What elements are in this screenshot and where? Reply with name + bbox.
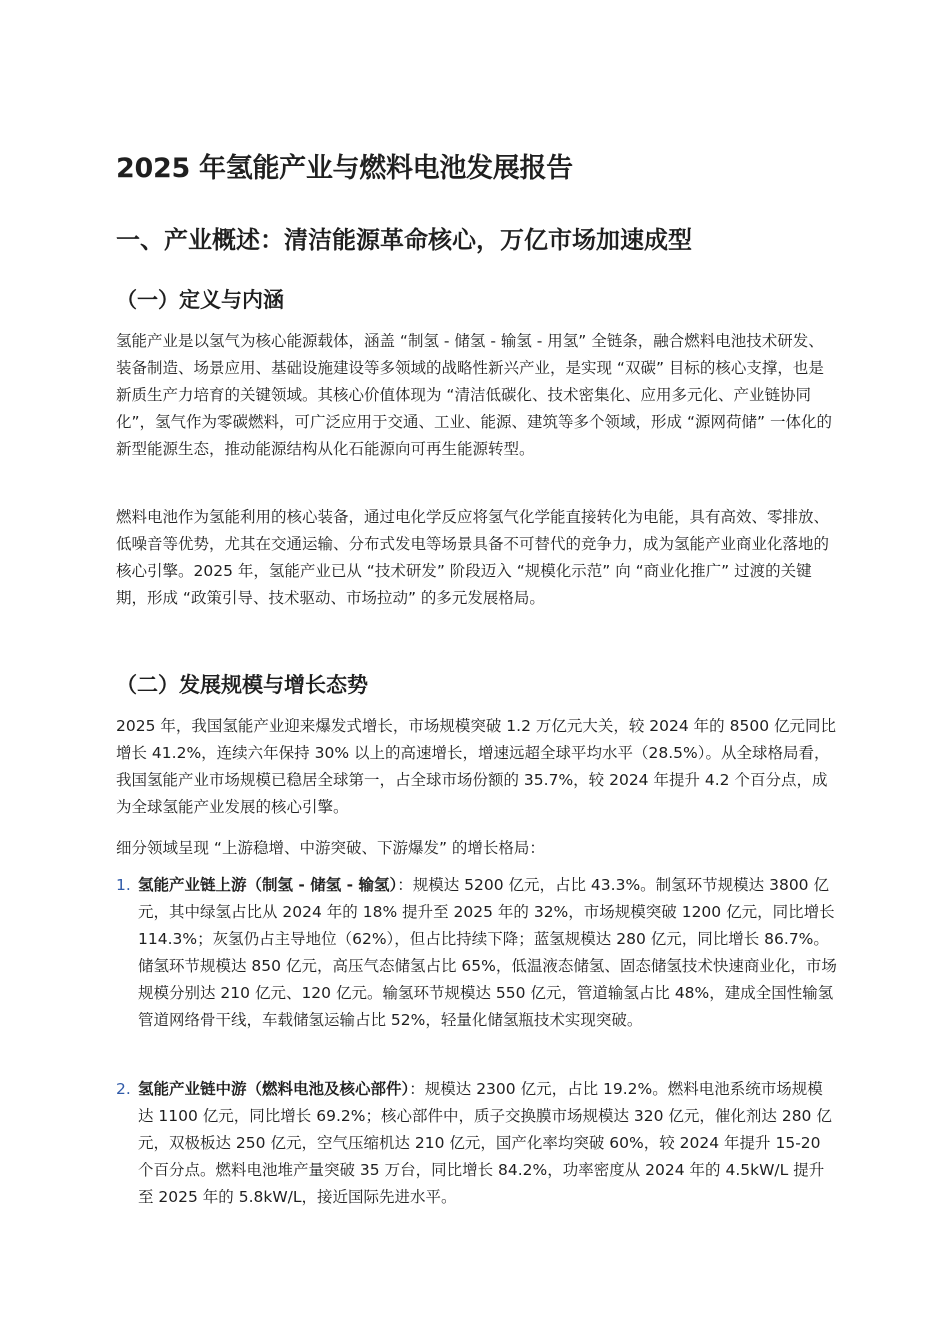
list-item bbox=[116, 872, 838, 1034]
paragraph-scale-2: 细分领域呈现 “上游稳增、中游突破、下游爆发” 的增长格局： bbox=[116, 839, 545, 857]
list-item-text: ：规模达 5200 亿元，占比 43.3%。制氢环节规模达 3800 亿元，其中绿氢占比从 2024 年的 18% 提升至 2025 年的 32%，市场规模突破 1200 亿元，同比增长 114.3%；灰氢仍占主导地位（62%），但占比持续下降；蓝氢规模达 280 亿元，同比增长 86.7%。储氢环节规模达 850 亿元，高压气态储氢占比 65%，低温液态储氢、固态储氢技术快速商业化，市场规模分别达 210 亿元、120 亿元。输氢环节规模达 550 亿元，管道输氢占比 48%，建成全国性输氢管道网络骨干线，车载储氢运输占比 52%，轻量化储氢瓶技术实现突破。 bbox=[138, 876, 837, 1029]
list-item-content bbox=[138, 1076, 838, 1211]
list-item-text: ：规模达 2300 亿元，占比 19.2%。燃料电池系统市场规模达 1100 亿元，同比增长 69.2%；核心部件中，质子交换膜市场规模达 320 亿元，催化剂达 280 亿元，双极板达 250 亿元，空气压缩机达 210 亿元，国产化率均突破 60%，较 2024 年提升 15-20 个百分点。燃料电池堆产量突破 35 万台，同比增长 84.2%，功率密度从 2024 年的 4.5kW/L 提升至 2025 年的 5.8kW/L，接近国际先进水平。 bbox=[138, 1080, 832, 1206]
list-item-number: 1. bbox=[116, 876, 131, 894]
section-heading: 一、产业概述：清洁能源革命核心，万亿市场加速成型 bbox=[116, 226, 692, 254]
document-title: 2025 年氢能产业与燃料电池发展报告 bbox=[116, 153, 573, 184]
list-item-number: 2. bbox=[116, 1080, 131, 1098]
subsection-heading-definition: （一）定义与内涵 bbox=[116, 288, 284, 312]
list-item-bold-title: 氢能产业链上游（制氢 - 储氢 - 输氢） bbox=[138, 876, 398, 894]
paragraph-definition-1: 氢能产业是以氢气为核心能源载体，涵盖 “制氢 - 储氢 - 输氢 - 用氢” 全链条，融合燃料电池技术研发、装备制造、场景应用、基础设施建设等多领域的战略性新兴产业，是实现 “双碳” 目标的核心支撑，也是新质生产力培育的关键领域。其核心价值体现为 “清洁低碳化、技术密集化、应用多元化、产业链协同化”，氢气作为零碳燃料，可广泛应用于交通、工业、能源、建筑等多个领域，形成 “源网荷储” 一体化的新型能源生态，推动能源结构从化石能源向可再生能源转型。 bbox=[116, 332, 832, 458]
list-item-bold-title: 氢能产业链中游（燃料电池及核心部件） bbox=[138, 1080, 410, 1098]
list-item bbox=[116, 1076, 838, 1211]
list-item-content bbox=[138, 872, 838, 1034]
paragraph-definition-2: 燃料电池作为氢能利用的核心装备，通过电化学反应将氢气化学能直接转化为电能，具有高效、零排放、低噪音等优势，尤其在交通运输、分布式发电等场景具备不可替代的竞争力，成为氢能产业商业化落地的核心引擎。2025 年，氢能产业已从 “技术研发” 阶段迈入 “规模化示范” 向 “商业化推广” 过渡的关键期，形成 “政策引导、技术驱动、市场拉动” 的多元发展格局。 bbox=[116, 508, 830, 607]
subsection-heading-scale: （二）发展规模与增长态势 bbox=[116, 673, 368, 697]
paragraph-scale-1: 2025 年，我国氢能产业迎来爆发式增长，市场规模突破 1.2 万亿元大关，较 2024 年的 8500 亿元同比增长 41.2%，连续六年保持 30% 以上的高速增长，增速远超全球平均水平（28.5%）。从全球格局看，我国氢能产业市场规模已稳居全球第一，占全球市场份额的 35.7%，较 2024 年提升 4.2 个百分点，成为全球氢能产业发展的核心引擎。 bbox=[116, 717, 836, 816]
